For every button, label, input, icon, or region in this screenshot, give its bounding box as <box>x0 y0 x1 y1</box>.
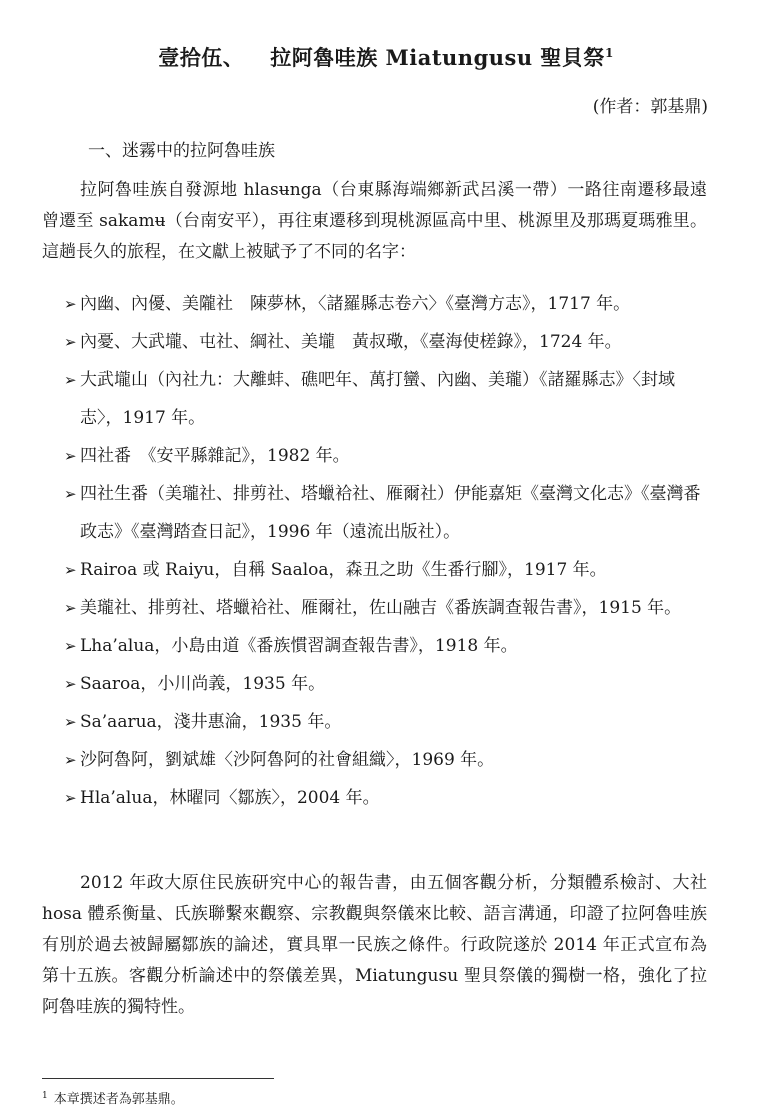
author-credit: (作者：郭基鼎) <box>592 97 708 117</box>
list-item <box>64 551 709 589</box>
arrow-bullet-icon: ➢ <box>64 713 77 731</box>
closing-paragraph: 2012 年政大原住民族研究中心的報告書，由五個客觀分析，分類體系檢討、大社 hosa 體系衡量、氏族聯繫來觀察、宗教觀與祭儀來比較、語言溝通，印證了拉阿魯哇族有別於過去被歸屬鄒族的論述，實具單一民族之條件。行政院遂於 2014 年正式宣布為第十五族。客觀分析論述中的祭儀差異，Miatungusu 聖貝祭儀的獨樹一格，強化了拉阿魯哇族的獨特性。 <box>42 873 707 1017</box>
list-item-text: 沙阿魯阿，劉斌雄〈沙阿魯阿的社會組織〉，1969 年。 <box>80 750 495 770</box>
historical-names-list <box>64 285 709 817</box>
footnote-text: 本章撰述者為郭基鼎。 <box>53 1092 184 1107</box>
list-item <box>64 589 709 627</box>
list-item-text: Hla’alua，林曜同〈鄒族〉，2004 年。 <box>80 788 380 808</box>
list-item <box>64 627 709 665</box>
arrow-bullet-icon: ➢ <box>64 599 77 617</box>
list-item-text: 內憂、大武壠、屯社、綱社、美壠 黃叔璥，《臺海使槎錄》，1724 年。 <box>80 332 622 352</box>
arrow-bullet-icon: ➢ <box>64 371 77 389</box>
arrow-bullet-icon: ➢ <box>64 333 77 351</box>
chapter-title <box>0 42 772 72</box>
intro-paragraph: 拉阿魯哇族自發源地 hlasʉnga（台東縣海端鄉新武呂溪一帶）一路往南遷移最遠曾遷至 sakamʉ（台南安平），再往東遷移到現桃源區高中里、桃源里及那瑪夏瑪雅里。這趟長久的旅程，在文獻上被賦予了不同的名字： <box>42 180 707 262</box>
arrow-bullet-icon: ➢ <box>64 675 77 693</box>
title-footnote-ref[interactable]: 1 <box>604 46 614 60</box>
list-item <box>64 285 709 323</box>
arrow-bullet-icon: ➢ <box>64 295 77 313</box>
list-item-text: 四社番 《安平縣雜記》，1982 年。 <box>80 446 350 466</box>
section-heading: 一、迷霧中的拉阿魯哇族 <box>88 141 275 161</box>
list-item <box>64 741 709 779</box>
list-item-text: 美瓏社、排剪社、塔蠟袷社、雁爾社，佐山融吉《番族調查報告書》，1915 年。 <box>80 598 682 618</box>
arrow-bullet-icon: ➢ <box>64 485 77 503</box>
list-item-text: 大武壠山（內社九：大離蚌、礁吧年、萬打蠻、內幽、美瓏）《諸羅縣志》〈封域志〉，1917 年。 <box>80 370 675 428</box>
list-item-text: Saaroa，小川尚義，1935 年。 <box>80 674 326 694</box>
arrow-bullet-icon: ➢ <box>64 561 77 579</box>
arrow-bullet-icon: ➢ <box>64 637 77 655</box>
footnote-number: 1 <box>42 1090 48 1101</box>
chapter-number: 壹拾伍、 <box>158 45 245 70</box>
chapter-title-text: 拉阿魯哇族 Miatungusu 聖貝祭 <box>270 45 605 70</box>
list-item-text: Sa’aarua，淺井惠淪，1935 年。 <box>80 712 342 732</box>
list-item-text: 四社生番（美瓏社、排剪社、塔蠟袷社、雁爾社）伊能嘉矩《臺灣文化志》《臺灣番政志》《臺灣踏查日記》，1996 年（遠流出版社）。 <box>80 484 701 542</box>
list-item <box>64 779 709 817</box>
list-item <box>64 437 709 475</box>
footnote <box>42 1088 184 1107</box>
list-item <box>64 665 709 703</box>
arrow-bullet-icon: ➢ <box>64 751 77 769</box>
arrow-bullet-icon: ➢ <box>64 447 77 465</box>
arrow-bullet-icon: ➢ <box>64 789 77 807</box>
list-item-text: Lha’alua，小島由道《番族慣習調查報告書》，1918 年。 <box>80 636 518 656</box>
list-item-text: Rairoa 或 Raiyu，自稱 Saaloa，森丑之助《生番行腳》，1917 年。 <box>80 560 607 580</box>
list-item-text: 內幽、內優、美隴社 陳夢林，〈諸羅縣志卷六〉《臺灣方志》，1717 年。 <box>80 294 631 314</box>
list-item <box>64 703 709 741</box>
list-item <box>64 361 709 437</box>
list-item <box>64 475 709 551</box>
footnote-divider <box>42 1078 274 1079</box>
list-item <box>64 323 709 361</box>
